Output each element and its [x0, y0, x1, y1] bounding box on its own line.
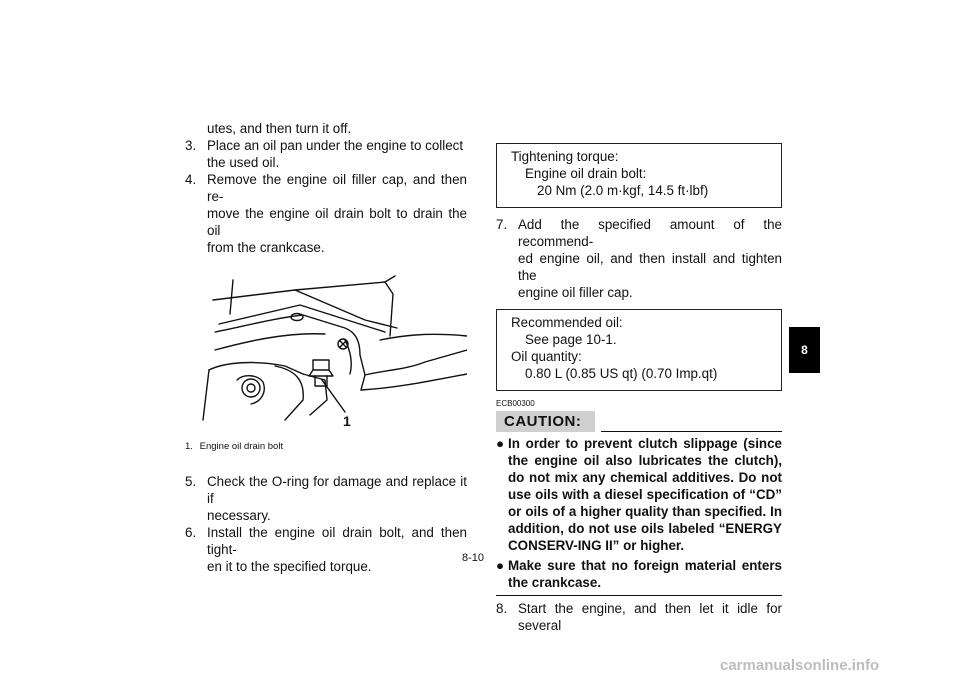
step-4-cont: move the engine oil drain bolt to drain the oil — [207, 206, 467, 238]
step-4 — [185, 171, 467, 205]
step-6-cont: en it to the specified torque. — [207, 559, 372, 574]
caution-rule — [601, 415, 782, 432]
oil-title: Recommended oil: — [511, 315, 623, 330]
caution-end-rule — [496, 595, 782, 596]
right-column — [496, 120, 782, 634]
callout-number: 1 — [343, 413, 351, 429]
step-number: 8. — [496, 601, 508, 616]
watermark: carmanualsonline.info — [720, 657, 880, 674]
engine-drain-bolt-drawing — [185, 270, 467, 430]
caution-code: ECB00300 — [496, 399, 535, 408]
step-3 — [185, 137, 467, 154]
oil-quantity-value: 0.80 L (0.85 US qt) (0.70 Imp.qt) — [525, 366, 718, 381]
bullet-text: Make sure that no foreign material enters the crankcase. — [508, 558, 782, 590]
step-5 — [185, 473, 467, 507]
caution-bullet — [496, 435, 782, 554]
torque-title: Tightening torque: — [511, 149, 619, 164]
caution-label: CAUTION: — [496, 411, 595, 432]
step-8 — [496, 600, 782, 634]
torque-value: 20 Nm (2.0 m·kgf, 14.5 ft·lbf) — [537, 183, 709, 198]
step-number: 6. — [185, 525, 197, 540]
step-text: Check the O-ring for damage and replace it if — [207, 474, 467, 506]
step-7 — [496, 216, 782, 250]
step-text: Add the specified amount of the recommend- — [518, 217, 782, 249]
section-tab: 8 — [789, 327, 820, 373]
step-text: Remove the engine oil filler cap, and then re- — [207, 172, 467, 204]
bullet-dot-icon: ● — [496, 436, 505, 451]
caution-bullet — [496, 557, 782, 591]
step-number: 5. — [185, 474, 197, 489]
left-column — [185, 120, 467, 575]
caption-number: 1. — [185, 441, 193, 452]
step-5-cont: necessary. — [207, 508, 271, 523]
oil-page-ref: See page 10-1. — [525, 332, 617, 347]
step-7-cont: ed engine oil, and then install and tighten the — [518, 251, 782, 283]
step-7-cont2: engine oil filler cap. — [518, 285, 633, 300]
step-text: Place an oil pan under the engine to collect — [207, 138, 464, 153]
step-number: 7. — [496, 217, 508, 232]
step-number: 4. — [185, 172, 197, 187]
step-text: Install the engine oil drain bolt, and then tight- — [207, 525, 467, 557]
step-number: 3. — [185, 138, 197, 153]
torque-item: Engine oil drain bolt: — [525, 166, 647, 181]
caution-header — [496, 411, 782, 432]
torque-spec-box — [496, 143, 782, 208]
step-text: Start the engine, and then let it idle for several — [518, 601, 782, 633]
caption-text: Engine oil drain bolt — [199, 441, 284, 452]
figure-caption — [185, 438, 467, 455]
engine-illustration — [185, 270, 467, 430]
bullet-dot-icon: ● — [496, 558, 505, 573]
step-4-cont2: from the crankcase. — [207, 240, 325, 255]
page-number: 8-10 — [462, 552, 485, 564]
oil-spec-box — [496, 309, 782, 391]
intro-text: utes, and then turn it off. — [207, 121, 352, 136]
step-3-cont: the used oil. — [207, 155, 280, 170]
oil-quantity-title: Oil quantity: — [511, 349, 582, 364]
step-6 — [185, 524, 467, 558]
bullet-text: In order to prevent clutch slippage (since the engine oil also lubricates the clutch), do not mix any chemical additives. Do not use oils with a diesel specification of “CD” or oils of a higher quality than specified. In addition, do not use oils labeled “ENERGY CONSERV-ING II” or higher. — [508, 436, 782, 553]
